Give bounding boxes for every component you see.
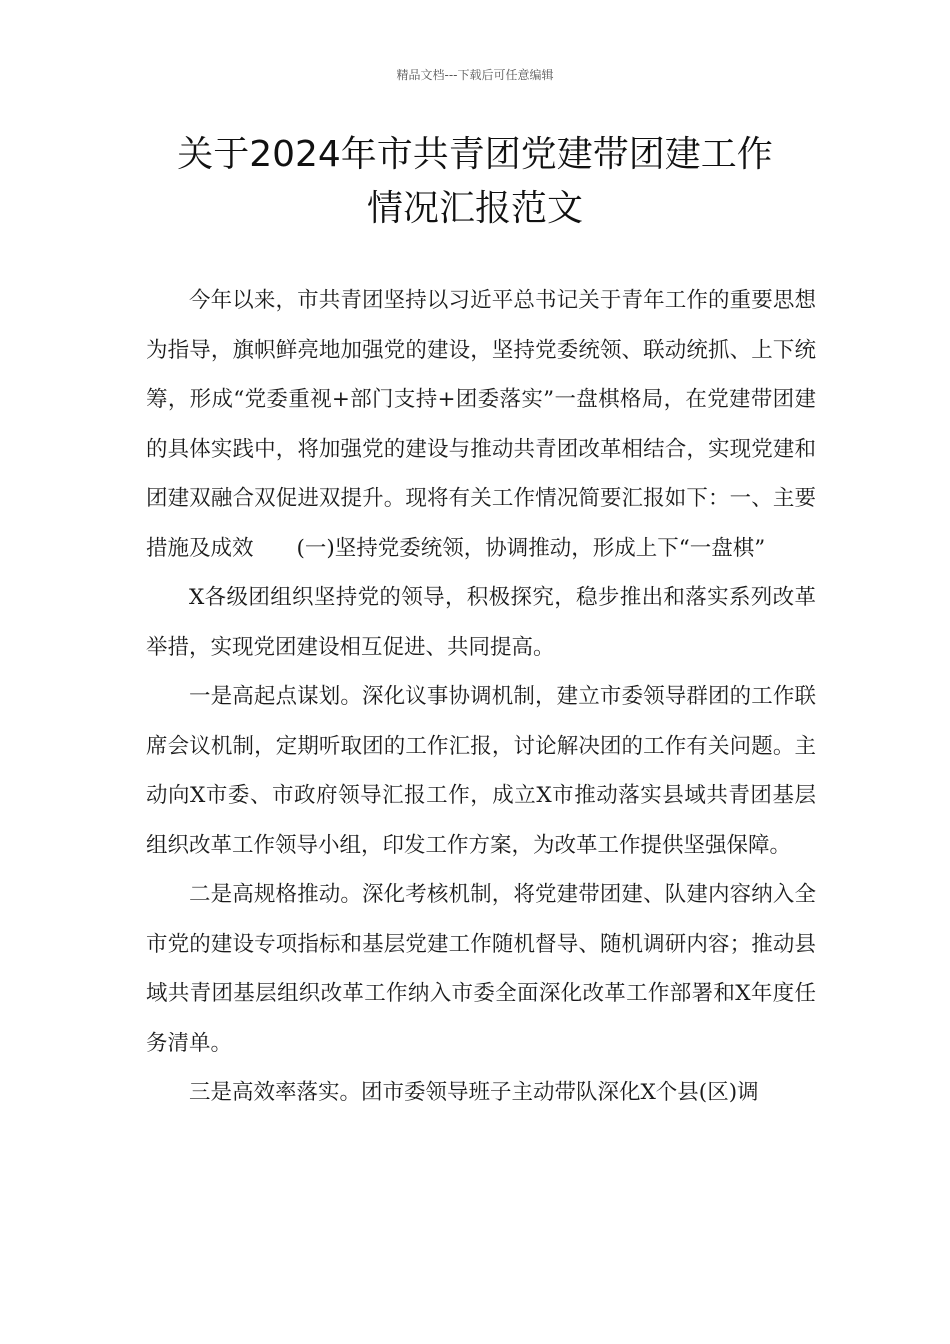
document-body xyxy=(146,276,816,1118)
paragraph-party-leadership: X各级团组织坚持党的领导，积极探究，稳步推出和落实系列改革举措，实现党团建设相互促进、共同提高。 xyxy=(146,585,816,660)
paragraph-implementation: 三是高效率落实。团市委领导班子主动带队深化X个县(区)调 xyxy=(189,1080,759,1105)
title-line-1: 关于2024年市共青团党建带团建工作 xyxy=(177,134,773,175)
title-line-2: 情况汇报范文 xyxy=(366,188,583,229)
paragraph-planning: 一是高起点谋划。深化议事协调机制，建立市委领导群团的工作联席会议机制，定期听取团的工作汇报，讨论解决团的工作有关问题。主动向X市委、市政府领导汇报工作，成立X市推动落实县域共青团基层组织改革工作领导小组，印发工作方案，为改革工作提供坚强保障。 xyxy=(146,684,816,858)
header-note: 精品文档---下载后可任意编辑 xyxy=(396,68,554,82)
paragraph-intro: 今年以来，市共青团坚持以习近平总书记关于青年工作的重要思想为指导，旗帜鲜亮地加强党的建设，坚持党委统领、联动统抓、上下统筹，形成“党委重视+部门支持+团委落实”一盘棋格局，在党建带团建的具体实践中，将加强党的建设与推动共青团改革相结合，实现党建和团建双融合双促进双提升。现将有关工作情况简要汇报如下：一、主要措施及成效 (一)坚持党委统领，协调推动，形成上下“一盘棋” xyxy=(146,288,816,561)
document-title xyxy=(100,128,850,236)
paragraph-promotion: 二是高规格推动。深化考核机制，将党建带团建、队建内容纳入全市党的建设专项指标和基层党建工作随机督导、随机调研内容；推动县域共青团基层组织改革工作纳入市委全面深化改革工作部署和X年度任务清单。 xyxy=(146,882,816,1056)
